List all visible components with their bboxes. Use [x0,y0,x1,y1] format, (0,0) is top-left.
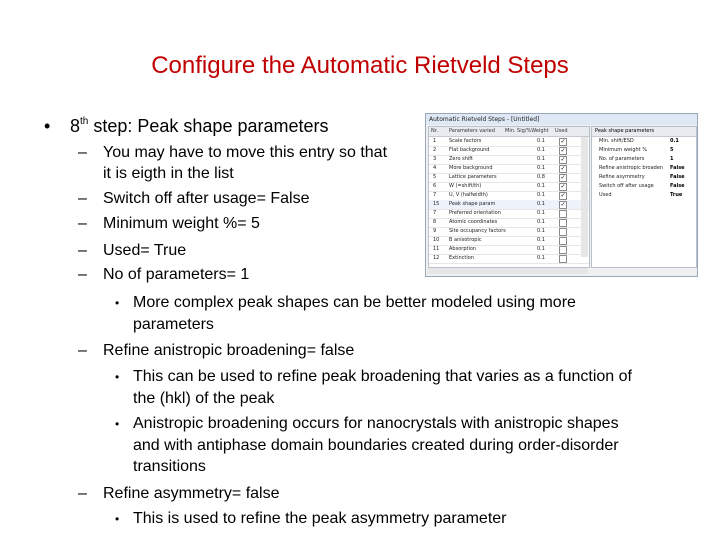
used-checkbox[interactable]: ✓ [560,147,566,154]
row-number: 3 [433,156,437,162]
property-row[interactable] [592,146,696,155]
used-checkbox[interactable] [559,237,567,245]
dash: – [78,342,87,359]
row-parameter: Site occupancy factors [449,228,506,234]
step-heading: 8th step: Peak shape parameters [70,116,329,136]
property-row[interactable] [592,191,696,200]
bullet-switch-off: Switch off after usage= False [103,190,310,207]
steps-grid [428,126,590,268]
row-min-weight: 0.1 [537,228,545,234]
row-parameter: More background [449,165,493,171]
row-min-weight: 0.1 [537,138,545,144]
row-parameter: U, V (halfwidth) [449,192,488,198]
property-value[interactable]: 0.1 [670,138,679,144]
col-params: Parameters varied [449,128,495,134]
sub-complex-shapes-cont: parameters [133,316,214,333]
row-min-weight: 0.1 [537,147,545,153]
sub-dot: • [115,296,120,310]
row-min-weight: 0.1 [537,237,545,243]
window-title: Automatic Rietveld Steps - [Untitled] [426,114,697,125]
row-parameter: Preferred orientation [449,210,501,216]
row-number: 6 [433,183,437,189]
row-parameter: Extinction [449,255,474,261]
sub-dot: • [115,370,120,384]
col-min: Min. Sig/%Weight [505,128,549,134]
row-parameter: Atomic coordinates [449,219,498,225]
row-min-weight: 0.1 [537,210,545,216]
row-parameter: Peak shape param [449,201,496,207]
row-parameter: Zero shift [449,156,473,162]
property-value[interactable]: False [670,174,685,180]
row-min-weight: 0.1 [537,183,545,189]
row-number: 9 [433,228,437,234]
property-value[interactable]: True [670,192,683,198]
sub-nanocrystals-cont2: transitions [133,458,206,475]
used-checkbox[interactable] [559,255,567,263]
sub-nanocrystals: Anistropic broadening occurs for nanocrystals with anistropic shapes [133,415,619,432]
used-checkbox[interactable]: ✓ [560,138,566,145]
property-value[interactable]: 1 [670,156,674,162]
row-min-weight: 0.1 [537,165,545,171]
row-number: 10 [433,237,440,243]
row-min-weight: 0.1 [537,246,545,252]
col-used: Used [555,128,568,134]
bullet-move-entry-cont: it is eigth in the list [103,165,234,182]
dash: – [78,242,87,259]
bullet-move-entry: You may have to move this entry so that [103,144,388,161]
row-parameter: W (=shift/th) [449,183,482,189]
bullet-asymmetry: Refine asymmetry= false [103,485,280,502]
row-number: 7 [433,210,437,216]
used-checkbox[interactable]: ✓ [560,174,566,181]
property-name: Used [599,192,612,198]
slide-title: Configure the Automatic Rietveld Steps [151,52,569,79]
property-name: No. of parameters [599,156,645,162]
property-row[interactable] [592,182,696,191]
dash: – [78,215,87,232]
sub-refine-broadening: This can be used to refine peak broadening that varies as a function of [133,368,632,385]
sub-dot: • [115,512,120,526]
sub-nanocrystals-cont: and with antiphase domain boundaries created during order-disorder [133,437,619,454]
panel-title: Peak shape parameters [592,127,696,137]
row-min-weight: 0.8 [537,174,545,180]
row-parameter: B anisotropic [449,237,482,243]
row-number: 15 [433,201,440,207]
peak-shape-panel [591,126,697,268]
grid-row[interactable] [429,254,589,264]
row-min-weight: 0.1 [537,255,545,261]
property-value[interactable]: False [670,165,685,171]
property-name: Switch off after usage [599,183,654,189]
row-number: 12 [433,255,440,261]
bullet-min-weight: Minimum weight %= 5 [103,215,260,232]
used-checkbox[interactable]: ✓ [560,192,566,199]
used-checkbox[interactable]: ✓ [560,183,566,190]
row-parameter: Lattice parameters [449,174,497,180]
property-name: Refine asymmetry [599,174,645,180]
row-number: 7 [433,192,437,198]
used-checkbox[interactable] [559,228,567,236]
row-parameter: Absorption [449,246,477,252]
horizontal-scrollbar[interactable] [428,268,588,274]
row-number: 11 [433,246,440,252]
col-nr: Nr. [431,128,438,134]
property-value[interactable]: False [670,183,685,189]
property-name: Minimum weight % [599,147,647,153]
property-value[interactable]: 5 [670,147,674,153]
vertical-scrollbar[interactable] [581,137,588,257]
row-number: 8 [433,219,437,225]
row-min-weight: 0.1 [537,156,545,162]
dash: – [78,190,87,207]
dash: – [78,266,87,283]
rietveld-steps-screenshot [425,113,698,277]
grid-header [429,127,589,137]
property-row[interactable] [592,137,696,146]
used-checkbox[interactable] [559,246,567,254]
used-checkbox[interactable]: ✓ [560,165,566,172]
dash: – [78,485,87,502]
property-row[interactable] [592,164,696,173]
bullet-dot: • [44,116,51,136]
bullet-used: Used= True [103,242,187,259]
row-parameter: Scale factors [449,138,482,144]
bullet-anistropic: Refine anistropic broadening= false [103,342,355,359]
row-number: 5 [433,174,437,180]
property-name: Min. shift/ESD [599,138,634,144]
dash: – [78,144,87,161]
row-number: 4 [433,165,437,171]
sub-dot: • [115,417,120,431]
sub-refine-broadening-cont: the (hkl) of the peak [133,390,275,407]
row-min-weight: 0.1 [537,201,545,207]
row-number: 1 [433,138,437,144]
used-checkbox[interactable] [559,210,567,218]
used-checkbox[interactable]: ✓ [560,156,566,163]
row-number: 2 [433,147,437,153]
row-min-weight: 0.1 [537,219,545,225]
property-row[interactable] [592,173,696,182]
row-min-weight: 0.1 [537,192,545,198]
sub-complex-shapes: More complex peak shapes can be better modeled using more [133,294,576,311]
used-checkbox[interactable]: ✓ [560,201,566,208]
property-name: Refine anistropic broaden [599,165,664,171]
property-row[interactable] [592,155,696,164]
bullet-num-params: No of parameters= 1 [103,266,250,283]
used-checkbox[interactable] [559,219,567,227]
sub-asymmetry-param: This is used to refine the peak asymmetry parameter [133,510,507,527]
row-parameter: Flat background [449,147,490,153]
